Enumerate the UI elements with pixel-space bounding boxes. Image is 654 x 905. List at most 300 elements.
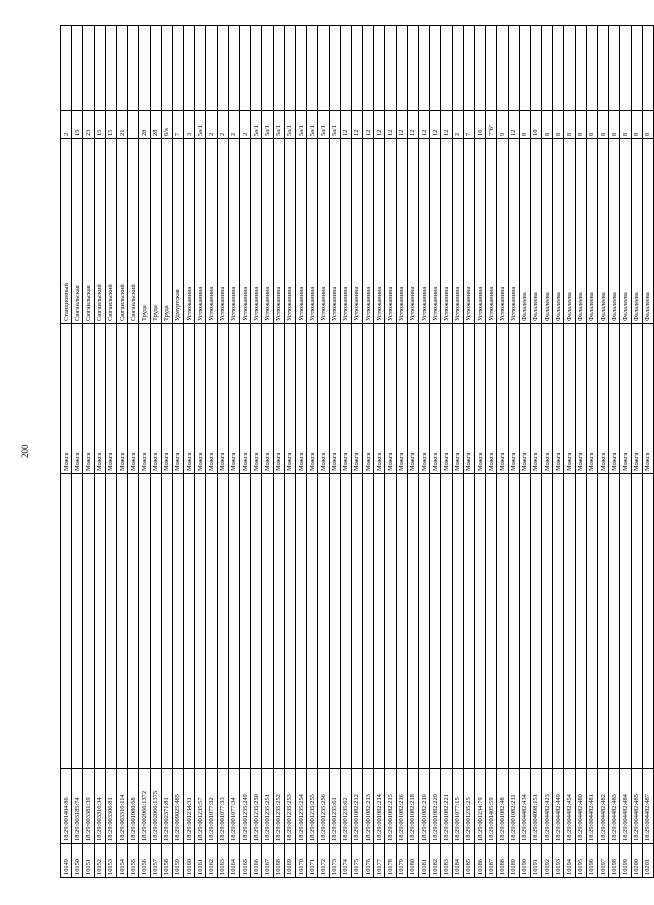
district-cell: Можга <box>240 324 251 474</box>
cadastral-number-cell: 18:29:004482:483 <box>609 769 620 844</box>
empty-cell <box>150 26 161 111</box>
street-cell: Устюжанина <box>206 139 217 324</box>
row-id-cell: 10151 <box>83 844 94 878</box>
house-number-cell: 5а/1 <box>284 111 295 139</box>
row-id-cell: 10198 <box>609 844 620 878</box>
street-cell: Труда <box>161 139 172 324</box>
empty-cell <box>307 26 318 111</box>
street-cell: Труда <box>139 139 150 324</box>
cadastral-number-cell: 18:29:001077:32 <box>206 769 217 844</box>
street-cell: Устюжанина <box>452 139 463 324</box>
street-cell: Устюжанина <box>273 139 284 324</box>
house-number-cell: 15 <box>94 111 105 139</box>
empty-cell <box>351 26 362 111</box>
street-cell: Устюжанина <box>329 139 340 324</box>
row-id-cell: 10154 <box>116 844 127 878</box>
table-row <box>486 26 497 878</box>
table-row <box>240 26 251 878</box>
empty-cell <box>340 474 351 769</box>
row-id-cell: 10157 <box>150 844 161 878</box>
cadastral-number-cell: 18:29:004482:480 <box>575 769 586 844</box>
row-id-cell: 10165 <box>240 844 251 878</box>
table-row <box>61 26 72 878</box>
table-row <box>340 26 351 878</box>
cadastral-number-cell: 18:29:004482:454 <box>564 769 575 844</box>
empty-cell <box>553 474 564 769</box>
house-number-cell: 12 <box>396 111 407 139</box>
district-cell: Можга <box>430 324 441 474</box>
cadastral-number-cell: 18:29:001235:252 <box>273 769 284 844</box>
house-number-cell: 8 <box>542 111 553 139</box>
register-table-body <box>61 26 654 878</box>
table-row <box>553 26 564 878</box>
empty-cell <box>396 474 407 769</box>
row-id-cell: 10176 <box>363 844 374 878</box>
empty-cell <box>228 474 239 769</box>
table-row <box>161 26 172 878</box>
cadastral-number-cell: 18:29:001077:15 <box>452 769 463 844</box>
empty-cell <box>128 26 139 111</box>
district-cell: Можга <box>452 324 463 474</box>
table-row <box>564 26 575 878</box>
table-row <box>419 26 430 878</box>
row-id-cell: 10175 <box>351 844 362 878</box>
row-id-cell: 10186 <box>474 844 485 878</box>
cadastral-number-cell: 18:29:001235:251 <box>262 769 273 844</box>
street-cell: Фалалеева <box>631 139 642 324</box>
cadastral-number-cell: 18:29:003316:114 <box>116 769 127 844</box>
empty-cell <box>139 474 150 769</box>
house-number-cell: 12 <box>385 111 396 139</box>
house-number-cell: 12 <box>407 111 418 139</box>
house-number-cell: 12 <box>340 111 351 139</box>
row-id-cell: 10168 <box>273 844 284 878</box>
cadastral-number-cell: 18:29:003316:34 <box>94 769 105 844</box>
street-cell: Фалалеева <box>542 139 553 324</box>
street-cell: Устюжанина <box>295 139 306 324</box>
empty-cell <box>128 474 139 769</box>
street-cell: Сюгаильский <box>116 139 127 324</box>
empty-cell <box>407 474 418 769</box>
cadastral-number-cell: 18:29:001082:220 <box>430 769 441 844</box>
street-cell: Устюжанина <box>385 139 396 324</box>
street-cell: Удмуртская <box>172 139 183 324</box>
district-cell: Можга <box>374 324 385 474</box>
house-number-cell: 8 <box>564 111 575 139</box>
table-row <box>598 26 609 878</box>
street-cell: Устюжанина <box>284 139 295 324</box>
empty-cell <box>318 474 329 769</box>
empty-cell <box>452 26 463 111</box>
empty-cell <box>184 474 195 769</box>
row-id-cell: 10173 <box>329 844 340 878</box>
row-id-cell: 10182 <box>430 844 441 878</box>
empty-cell <box>575 474 586 769</box>
empty-cell <box>72 26 83 111</box>
cadastral-number-cell: 18:29:004098:151 <box>530 769 541 844</box>
empty-cell <box>497 474 508 769</box>
row-id-cell: 10177 <box>374 844 385 878</box>
cadastral-number-cell: 18:29:004482:423 <box>542 769 553 844</box>
row-id-cell: 10171 <box>307 844 318 878</box>
empty-cell <box>620 474 631 769</box>
table-row <box>184 26 195 878</box>
table-row <box>497 26 508 878</box>
row-id-cell: 10169 <box>284 844 295 878</box>
table-row <box>128 26 139 878</box>
house-number-cell: 28 <box>150 111 161 139</box>
street-cell: Фалалеева <box>575 139 586 324</box>
empty-cell <box>374 474 385 769</box>
table-row <box>139 26 150 878</box>
district-cell: Можга <box>542 324 553 474</box>
empty-cell <box>184 26 195 111</box>
row-id-cell: 10181 <box>419 844 430 878</box>
district-cell: Можга <box>575 324 586 474</box>
empty-cell <box>161 26 172 111</box>
empty-cell <box>240 26 251 111</box>
register-table-rotated <box>60 26 652 878</box>
table-row <box>105 26 116 878</box>
house-number-cell: 8 <box>586 111 597 139</box>
house-number-cell: 2 <box>240 111 251 139</box>
empty-cell <box>240 474 251 769</box>
cadastral-number-cell: 18:29:004482:484 <box>620 769 631 844</box>
table-row <box>284 26 295 878</box>
district-cell: Можга <box>441 324 452 474</box>
row-id-cell: 10195 <box>575 844 586 878</box>
street-cell: Фалалеева <box>564 139 575 324</box>
cadastral-number-cell: 18:29:004482:449 <box>553 769 564 844</box>
street-cell: Устюжанина <box>474 139 485 324</box>
table-row <box>452 26 463 878</box>
street-cell: Фалалеева <box>598 139 609 324</box>
row-id-cell: 10174 <box>340 844 351 878</box>
cadastral-number-cell: 18:29:001082:214 <box>374 769 385 844</box>
empty-cell <box>564 26 575 111</box>
district-cell: Можга <box>161 324 172 474</box>
street-cell: Устюжанина <box>396 139 407 324</box>
house-number-cell: 2 <box>228 111 239 139</box>
house-number-cell: 12 <box>351 111 362 139</box>
table-row <box>295 26 306 878</box>
empty-cell <box>195 474 206 769</box>
cadastral-number-cell: 18:29:001080:68 <box>128 769 139 844</box>
row-id-cell: 10185 <box>463 844 474 878</box>
street-cell: Устюжанина <box>240 139 251 324</box>
register-table-wrapper <box>60 26 652 878</box>
street-cell: Сюгаильский <box>105 139 116 324</box>
house-number-cell: 5а/1 <box>329 111 340 139</box>
table-row <box>228 26 239 878</box>
district-cell: Можга <box>609 324 620 474</box>
table-row <box>251 26 262 878</box>
cadastral-number-cell: 18:29:001235:250 <box>251 769 262 844</box>
empty-cell <box>486 26 497 111</box>
row-id-cell: 10187 <box>486 844 497 878</box>
empty-cell <box>363 474 374 769</box>
street-cell: Труда <box>150 139 161 324</box>
district-cell: Можга <box>463 324 474 474</box>
district-cell: Можга <box>228 324 239 474</box>
row-id-cell: 10191 <box>530 844 541 878</box>
row-id-cell: 10179 <box>396 844 407 878</box>
row-id-cell: 10197 <box>598 844 609 878</box>
empty-cell <box>419 474 430 769</box>
cadastral-number-cell: 18:29:004482:485 <box>631 769 642 844</box>
district-cell: Можга <box>497 324 508 474</box>
table-row <box>83 26 94 878</box>
house-number-cell: 28 <box>139 111 150 139</box>
table-row <box>642 26 653 878</box>
street-cell: Фалалеева <box>609 139 620 324</box>
row-id-cell: 10190 <box>519 844 530 878</box>
row-id-cell: 10192 <box>542 844 553 878</box>
street-cell: Устюжанина <box>430 139 441 324</box>
street-cell: Устюжанина <box>217 139 228 324</box>
table-row <box>407 26 418 878</box>
house-number-cell: 12 <box>441 111 452 139</box>
cadastral-number-cell: 18:29:001082:216 <box>396 769 407 844</box>
row-id-cell: 10183 <box>441 844 452 878</box>
house-number-cell: 8 <box>598 111 609 139</box>
district-cell: Можга <box>363 324 374 474</box>
cadastral-number-cell: 18:29:004482:487 <box>642 769 653 844</box>
house-number-cell: 8 <box>631 111 642 139</box>
house-number-cell: 23 <box>83 111 94 139</box>
table-row <box>329 26 340 878</box>
house-number-cell: 5а/1 <box>273 111 284 139</box>
district-cell: Можга <box>139 324 150 474</box>
cadastral-number-cell: 18:29:001082:215 <box>385 769 396 844</box>
empty-cell <box>598 474 609 769</box>
cadastral-number-cell: 18:29:001235:256 <box>318 769 329 844</box>
district-cell: Можга <box>474 324 485 474</box>
house-number-cell: 12 <box>419 111 430 139</box>
empty-cell <box>61 474 72 769</box>
district-cell: Можга <box>61 324 72 474</box>
row-id-cell: 10153 <box>105 844 116 878</box>
house-number-cell: 12 <box>430 111 441 139</box>
empty-cell <box>262 26 273 111</box>
empty-cell <box>318 26 329 111</box>
street-cell: Устюжанина <box>251 139 262 324</box>
table-row <box>374 26 385 878</box>
house-number-cell: 12 <box>374 111 385 139</box>
empty-cell <box>452 474 463 769</box>
district-cell: Можга <box>116 324 127 474</box>
row-id-cell: 10152 <box>94 844 105 878</box>
empty-cell <box>61 26 72 111</box>
empty-cell <box>273 474 284 769</box>
empty-cell <box>407 26 418 111</box>
cadastral-number-cell: 18:29:009025:485 <box>172 769 183 844</box>
table-row <box>508 26 519 878</box>
table-row <box>609 26 620 878</box>
row-id-cell: 10156 <box>139 844 150 878</box>
district-cell: Можга <box>642 324 653 474</box>
district-cell: Можга <box>564 324 575 474</box>
house-number-cell: 7"б" <box>486 111 497 139</box>
cadastral-number-cell: 18:29:001235:255 <box>307 769 318 844</box>
empty-cell <box>105 26 116 111</box>
table-row <box>463 26 474 878</box>
cadastral-number-cell: 18:29:001235:254 <box>295 769 306 844</box>
empty-cell <box>430 26 441 111</box>
empty-cell <box>598 26 609 111</box>
table-row <box>620 26 631 878</box>
empty-cell <box>542 26 553 111</box>
house-number-cell: 21 <box>116 111 127 139</box>
house-number-cell: 10 <box>530 111 541 139</box>
house-number-cell: 8 <box>620 111 631 139</box>
district-cell: Можга <box>217 324 228 474</box>
cadastral-number-cell: 18:29:001235:253 <box>284 769 295 844</box>
cadastral-number-cell: 18:29:001077:33 <box>217 769 228 844</box>
street-cell: Фалалеева <box>620 139 631 324</box>
empty-cell <box>262 474 273 769</box>
empty-cell <box>116 474 127 769</box>
row-id-cell: 10180 <box>407 844 418 878</box>
district-cell: Можга <box>307 324 318 474</box>
cadastral-number-cell: 18:29:001235:249 <box>240 769 251 844</box>
row-id-cell: 10166 <box>251 844 262 878</box>
cadastral-number-cell: 18:29:004482:434 <box>519 769 530 844</box>
house-number-cell: 6/а <box>161 111 172 139</box>
cadastral-number-cell: 18:29:001082:211 <box>508 769 519 844</box>
street-cell: Устюжанина <box>318 139 329 324</box>
table-row <box>631 26 642 878</box>
street-cell: Фалалеева <box>530 139 541 324</box>
empty-cell <box>586 26 597 111</box>
district-cell: Можга <box>340 324 351 474</box>
empty-cell <box>631 474 642 769</box>
district-cell: Можга <box>262 324 273 474</box>
cadastral-number-cell: 18:29:002066:1372 <box>139 769 150 844</box>
empty-cell <box>329 26 340 111</box>
cadastral-number-cell: 18:29:002066:1375 <box>150 769 161 844</box>
house-number-cell <box>128 111 139 139</box>
cadastral-number-cell: 18:29:003381:39 <box>83 769 94 844</box>
empty-cell <box>94 474 105 769</box>
district-cell: Можга <box>295 324 306 474</box>
street-cell: Устюжанина <box>463 139 474 324</box>
empty-cell <box>105 474 116 769</box>
house-number-cell: 2 <box>61 111 72 139</box>
district-cell: Можга <box>284 324 295 474</box>
row-id-cell: 10159 <box>172 844 183 878</box>
row-id-cell: 10193 <box>553 844 564 878</box>
row-id-cell: 10178 <box>385 844 396 878</box>
table-row <box>307 26 318 878</box>
empty-cell <box>463 26 474 111</box>
district-cell: Можга <box>172 324 183 474</box>
empty-cell <box>295 26 306 111</box>
district-cell: Можга <box>598 324 609 474</box>
empty-cell <box>195 26 206 111</box>
table-row <box>363 26 374 878</box>
street-cell: Фалалеева <box>553 139 564 324</box>
cadastral-number-cell: 18:29:001404:86 <box>61 769 72 844</box>
street-cell: Фалалеева <box>586 139 597 324</box>
row-id-cell: 10160 <box>184 844 195 878</box>
empty-cell <box>497 26 508 111</box>
empty-cell <box>575 26 586 111</box>
empty-cell <box>474 474 485 769</box>
cadastral-number-cell: 18:29:001235:25 <box>463 769 474 844</box>
empty-cell <box>642 26 653 111</box>
district-cell: Можга <box>553 324 564 474</box>
street-cell: Фалалеева <box>519 139 530 324</box>
district-cell: Можга <box>407 324 418 474</box>
row-id-cell: 10149 <box>61 844 72 878</box>
district-cell: Можга <box>105 324 116 474</box>
empty-cell <box>519 474 530 769</box>
house-number-cell: 5а/1 <box>318 111 329 139</box>
row-id-cell: 10188 <box>497 844 508 878</box>
district-cell: Можга <box>318 324 329 474</box>
row-id-cell: 10162 <box>206 844 217 878</box>
cadastral-number-cell: 18:29:001082:213 <box>363 769 374 844</box>
district-cell: Можга <box>251 324 262 474</box>
empty-cell <box>609 474 620 769</box>
street-cell: Устюжанина <box>307 139 318 324</box>
empty-cell <box>620 26 631 111</box>
empty-cell <box>329 474 340 769</box>
empty-cell <box>206 26 217 111</box>
cadastral-number-cell: 18:29:001405:59 <box>486 769 497 844</box>
table-row <box>206 26 217 878</box>
table-row <box>262 26 273 878</box>
empty-cell <box>273 26 284 111</box>
street-cell: Устюжанина <box>441 139 452 324</box>
empty-cell <box>530 474 541 769</box>
empty-cell <box>419 26 430 111</box>
table-row <box>586 26 597 878</box>
empty-cell <box>340 26 351 111</box>
district-cell: Можга <box>329 324 340 474</box>
street-cell: Устюжанина <box>262 139 273 324</box>
cadastral-number-cell: 18:29:001077:34 <box>228 769 239 844</box>
district-cell: Можга <box>620 324 631 474</box>
empty-cell <box>94 26 105 111</box>
empty-cell <box>553 26 564 111</box>
table-row <box>542 26 553 878</box>
table-row <box>72 26 83 878</box>
cadastral-number-cell: 18:29:004482:481 <box>586 769 597 844</box>
empty-cell <box>586 474 597 769</box>
district-cell: Можга <box>83 324 94 474</box>
empty-cell <box>172 474 183 769</box>
house-number-cell: 8 <box>553 111 564 139</box>
empty-cell <box>83 474 94 769</box>
empty-cell <box>251 474 262 769</box>
table-row <box>150 26 161 878</box>
house-number-cell: 8 <box>575 111 586 139</box>
district-cell: Можга <box>128 324 139 474</box>
table-row <box>441 26 452 878</box>
house-number-cell: 3 <box>184 111 195 139</box>
table-row <box>217 26 228 878</box>
house-number-cell: 15 <box>105 111 116 139</box>
empty-cell <box>295 474 306 769</box>
street-cell: Устюжанина <box>184 139 195 324</box>
cadastral-number-cell: 18:29:001082:219 <box>419 769 430 844</box>
street-cell: Сюгаильский <box>128 139 139 324</box>
house-number-cell: 5а/1 <box>195 111 206 139</box>
empty-cell <box>631 26 642 111</box>
empty-cell <box>508 474 519 769</box>
